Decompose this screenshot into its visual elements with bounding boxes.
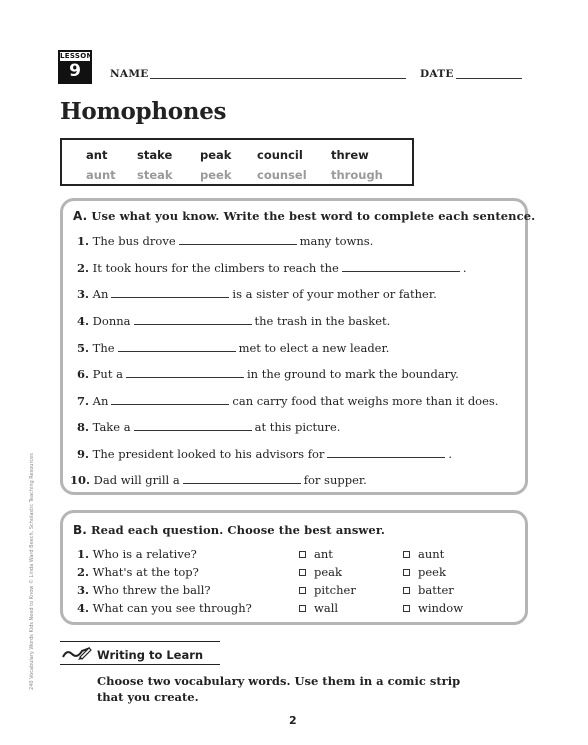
- word-box-word: through: [331, 168, 383, 182]
- section-b-letter: B.: [73, 523, 87, 537]
- page-title: Homophones: [60, 98, 227, 125]
- checkbox[interactable]: [299, 587, 306, 594]
- answer-option[interactable]: batter: [403, 583, 454, 597]
- sentence-item: 8. Take a at this picture.: [77, 420, 341, 434]
- answer-option[interactable]: ant: [299, 547, 333, 561]
- checkbox[interactable]: [403, 569, 410, 576]
- checkbox[interactable]: [403, 551, 410, 558]
- word-box-word: peek: [200, 168, 232, 182]
- word-box-word: peak: [200, 148, 232, 162]
- word-box-word: steak: [137, 168, 173, 182]
- checkbox[interactable]: [299, 551, 306, 558]
- side-credit: 240 Vocabulary Words Kids Need to Know © Linda Ward Beech, Scholastic Teaching Resources: [29, 453, 35, 690]
- question-text: 4. What can you see through?: [77, 601, 252, 615]
- section-b-heading: [73, 523, 385, 537]
- word-box-word: stake: [137, 148, 173, 162]
- question-text: 1. Who is a relative?: [77, 547, 197, 561]
- answer-blank[interactable]: [111, 403, 229, 405]
- sentence-item: 5. The met to elect a new leader.: [77, 341, 390, 355]
- section-a-instruction: Use what you know. Write the best word to complete each sentence.: [91, 209, 536, 223]
- sentence-item: 7. An can carry food that weighs more than it does.: [77, 394, 499, 408]
- section-b-instruction: Read each question. Choose the best answer.: [91, 523, 386, 537]
- answer-option[interactable]: aunt: [403, 547, 444, 561]
- answer-option[interactable]: wall: [299, 601, 338, 615]
- checkbox[interactable]: [299, 605, 306, 612]
- word-box: [60, 138, 414, 186]
- word-box-word: council: [257, 148, 303, 162]
- answer-blank[interactable]: [342, 270, 460, 272]
- writing-prompt: Choose two vocabulary words. Use them in a comic strip that you create.: [97, 674, 461, 704]
- answer-blank[interactable]: [111, 296, 229, 298]
- sentence-item: 6. Put a in the ground to mark the boundary.: [77, 367, 459, 381]
- name-label: NAME: [110, 68, 149, 80]
- lesson-badge: [58, 50, 92, 84]
- word-box-word: aunt: [86, 168, 116, 182]
- sentence-item: 9. The president looked to his advisors for .: [77, 447, 453, 461]
- sentence-item: 2. It took hours for the climbers to reach the .: [77, 261, 467, 275]
- sentence-item: 10. Dad will grill a for supper.: [70, 473, 367, 487]
- sentence-item: 3. An is a sister of your mother or father.: [77, 287, 437, 301]
- question-text: 3. Who threw the ball?: [77, 583, 211, 597]
- name-field[interactable]: [150, 78, 406, 79]
- checkbox[interactable]: [403, 587, 410, 594]
- answer-option[interactable]: window: [403, 601, 463, 615]
- answer-option[interactable]: peak: [299, 565, 342, 579]
- writing-to-learn-heading: Writing to Learn: [97, 648, 204, 662]
- date-label: DATE: [420, 68, 454, 80]
- lesson-number: 9: [69, 61, 81, 81]
- answer-blank[interactable]: [126, 376, 244, 378]
- pencil-paper-icon: [62, 645, 92, 661]
- section-a-letter: A.: [73, 209, 88, 223]
- question-text: 2. What's at the top?: [77, 565, 199, 579]
- lesson-label: LESSON: [60, 52, 93, 60]
- sentence-item: 1. The bus drove many towns.: [77, 234, 374, 248]
- date-field[interactable]: [456, 78, 522, 79]
- section-a-heading: [73, 209, 535, 223]
- answer-blank[interactable]: [179, 243, 297, 245]
- word-box-word: counsel: [257, 168, 307, 182]
- page-number: 2: [289, 714, 297, 727]
- answer-option[interactable]: pitcher: [299, 583, 356, 597]
- answer-blank[interactable]: [134, 429, 252, 431]
- word-box-word: ant: [86, 148, 108, 162]
- checkbox[interactable]: [299, 569, 306, 576]
- checkbox[interactable]: [403, 605, 410, 612]
- sentence-item: 4. Donna the trash in the basket.: [77, 314, 391, 328]
- answer-blank[interactable]: [134, 323, 252, 325]
- word-box-word: threw: [331, 148, 369, 162]
- writing-divider-top: [60, 641, 220, 642]
- answer-option[interactable]: peek: [403, 565, 446, 579]
- answer-blank[interactable]: [327, 456, 445, 458]
- answer-blank[interactable]: [183, 482, 301, 484]
- answer-blank[interactable]: [118, 350, 236, 352]
- writing-divider: [60, 664, 220, 665]
